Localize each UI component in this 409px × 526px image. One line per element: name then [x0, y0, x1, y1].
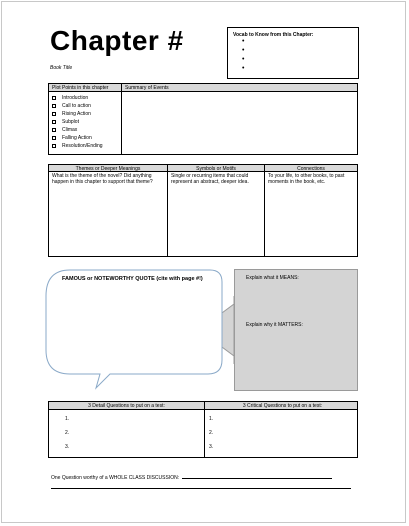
vocab-bullet: • — [242, 47, 245, 54]
plot-item[interactable]: Resolution/Ending — [52, 142, 103, 150]
critical-questions-header: 3 Critical Questions to put on a test: — [242, 403, 323, 409]
vocab-bullet: • — [242, 56, 245, 63]
question-number: 3. — [209, 444, 214, 450]
quote-title: FAMOUS or NOTEWORTHY QUOTE (cite with page #!) — [62, 276, 203, 282]
plot-item[interactable]: Introduction — [52, 94, 103, 102]
plot-item[interactable]: Falling Action — [52, 134, 103, 142]
plot-item[interactable]: Climax — [52, 126, 103, 134]
vocab-bullet: • — [242, 38, 245, 45]
explain-matters-label: Explain why it MATTERS: — [246, 322, 303, 328]
connections-header: Connections — [297, 165, 325, 172]
summary-header: Summary of Events — [125, 85, 169, 91]
plot-item[interactable]: Rising Action — [52, 110, 103, 118]
discussion-prompt — [51, 474, 332, 481]
themes-prompt: What is the theme of the novel? Did anything happen in this chapter to support that theme? — [52, 173, 153, 185]
question-number: 1. — [65, 416, 70, 422]
question-number: 2. — [65, 430, 70, 436]
answer-line[interactable] — [182, 474, 332, 479]
answer-line[interactable] — [51, 488, 351, 489]
book-title-label: Book Title — [50, 65, 73, 71]
discussion-label: One Question worthy of a WHOLE CLASS DISCUSSION: — [51, 475, 180, 481]
page-title: Chapter # — [50, 25, 184, 56]
detail-questions-list — [65, 412, 69, 454]
question-number: 2. — [209, 430, 214, 436]
connections-prompt: To your life, to other books, to past moments in the book, etc. — [268, 173, 345, 185]
symbols-header: Symbols or Motifs — [196, 165, 236, 172]
column-divider — [204, 402, 205, 457]
themes-header: Themes or Deeper Meanings — [75, 165, 141, 172]
plot-item[interactable]: Subplot — [52, 118, 103, 126]
detail-questions-header: 3 Detail Questions to put on a test: — [88, 403, 165, 409]
vocab-bullet: • — [242, 65, 245, 72]
question-number: 1. — [209, 416, 214, 422]
questions-table — [48, 401, 358, 458]
plot-item[interactable]: Call to action — [52, 102, 103, 110]
symbols-prompt: Single or recurring items that could represent an abstract, deeper idea. — [171, 173, 249, 185]
quote-speech-bubble — [46, 270, 222, 388]
plot-points-header: Plot Points in this chapter — [52, 85, 109, 91]
question-number: 3. — [65, 444, 70, 450]
critical-questions-list — [209, 412, 213, 454]
explain-means-label: Explain what it MEANS: — [246, 275, 299, 281]
vocab-label: Vocab to Know from this Chapter: — [233, 32, 314, 38]
